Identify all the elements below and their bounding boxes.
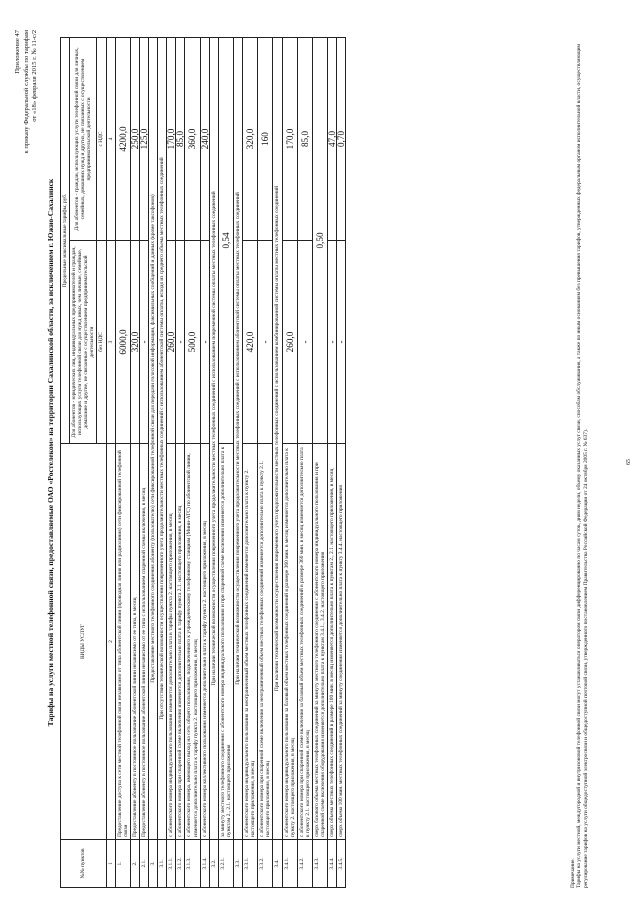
table-row	[200, 37, 209, 887]
tariff-value-legal: 420,0	[243, 241, 258, 444]
section-heading: При наличии технической возможности осуществления повременного учета продолжительности местных телефонных соединений с использованием повременной системы оплаты местных телефонных соединений	[209, 37, 218, 839]
tariff-value-legal: 260,0	[282, 241, 297, 444]
tariff-value-citizens: 360,0	[185, 37, 200, 240]
tariff-value-citizens: 240,0	[200, 37, 209, 240]
row-number: 3.4.5.	[337, 840, 346, 888]
tariff-value-legal: 260,0	[167, 241, 176, 444]
service-description: Предоставление абоненту в постоянное пользование абонентской линии независимо от ее типа с использованием спаренной схемы включения, в месяц	[139, 444, 148, 840]
annex-date-line: от «18» февраля 2015 г. № 11-с/2	[31, 30, 38, 122]
tariff-value-legal: -	[328, 241, 337, 444]
tariff-value-citizens: 0,70	[337, 37, 346, 240]
annex-header	[14, 30, 40, 153]
row-number: 3.2.	[209, 840, 218, 888]
section-heading: Предоставление местного телефонного соединения абоненту (пользователю) сети фиксированной телефонной связи для передачи голосовой информации, факсимильных сообщений и данных (кроме таксофонов)	[149, 37, 158, 839]
tariff-value-citizens: 320,0	[243, 37, 258, 240]
row-number: 3.4.	[273, 840, 282, 888]
column-header-num: №№ пунктов	[61, 840, 107, 888]
table-row	[312, 37, 327, 887]
service-description: сверх объема 100 мин. местных телефонных соединений за минуту соединения изменяется дополнительно плата к пункту 3.4.4. настоящего приложения	[337, 444, 346, 840]
section-heading: При наличии технической возможности осуществления повременного учета продолжительности местных телефонных соединений с использованием абонентской системы оплаты местных телефонных соединений	[233, 37, 242, 839]
column-header-service: ВИДЫ УСЛУГ	[61, 444, 107, 840]
footnote	[570, 28, 589, 888]
tariff-value-citizens: 47,0	[328, 37, 337, 240]
service-description: с абонентского номера при спаренной схеме включения изменяется дополнительно плата к тарифу пункта 2.1. настоящего приложения, в месяц	[176, 444, 185, 840]
tariff-value-citizens: 170,0	[282, 37, 297, 240]
tariff-value-citizens: 85,0	[176, 37, 185, 240]
table-row	[158, 37, 167, 887]
row-number: 3.3.1.	[243, 840, 258, 888]
service-description: Предоставление доступа к сети местной телефонной связи независимо от типа абонентской линии (проводная линия или радиолиния) сети фиксированной телефонной связи	[115, 444, 130, 840]
table-row	[337, 37, 346, 887]
table-row	[149, 37, 158, 887]
table-row	[115, 37, 130, 887]
service-description: сверх базового объема местных телефонных соединений за минуту местного телефонного соединения с абонентского номера индивидуального пользования и при спаренной схеме включения оборудования изменяется дополнительно плата к пунктам 3.4.1., 3.4.2. настоящего приложения	[312, 444, 327, 840]
row-number: 3.2.1.	[218, 840, 233, 888]
tariff-value-legal: -	[258, 241, 273, 444]
row-number: 3.4.4.	[328, 840, 337, 888]
service-description: с абонентского номера при спаренной схеме включения за неограниченный объем местных телефонных соединений изменяется дополнительно плата к пункту 2.1. настоящего приложения, в месяц	[258, 444, 273, 840]
table-row	[328, 37, 337, 887]
row-number: 3.1.2.	[176, 840, 185, 888]
table-row	[167, 37, 176, 887]
column-index-2: 2	[106, 444, 115, 840]
column-header-legal-entities: Для абонентов - юридических лиц, индивидуальных предпринимателей и граждан, использующих услуги телефонной связи для нужд иных, чем личные, семейные, домашние и другие, не связанные с осуществлением предпринимательской деятельности	[70, 241, 97, 444]
tariff-value-citizens: 85,0	[297, 37, 312, 240]
table-row	[282, 37, 297, 887]
tariff-table-body	[115, 37, 346, 887]
footnote-label: Примечание.	[570, 858, 576, 888]
table-row	[258, 37, 273, 887]
section-heading: При наличии технической возможности осуществления повременного учета продолжительности местных телефонных соединений с использованием комбинированной системы оплаты местных телефонных соединений	[273, 37, 282, 839]
row-number: 2.1.	[139, 840, 148, 888]
table-row	[176, 37, 185, 887]
table-row	[297, 37, 312, 887]
tariff-value-legal: 6000,0	[115, 241, 130, 444]
annex-order-line: к приказу Федеральной службы по тарифам	[22, 30, 30, 154]
table-row	[130, 37, 139, 887]
row-number: 3.3.	[233, 840, 242, 888]
row-number: 3.4.3.	[312, 840, 327, 888]
service-description: с абонентского номера при спаренной схеме включения за базовый объем местных телефонных соединений в размере 360 мин. в месяц изменяется дополнительно плата к пункту 2.1. настоящего приложения, в месяц	[297, 444, 312, 840]
tariff-value-legal: -	[297, 241, 312, 444]
service-description: Предоставление абоненту в постоянное пользование абонентской линии независимо от ее типа, в месяц	[130, 444, 139, 840]
table-row	[233, 37, 242, 887]
column-header-tariffs: Предельные максимальные тарифы, руб.	[61, 37, 70, 443]
tariff-value-shared: 0,54	[218, 37, 233, 443]
row-number: 1.	[115, 840, 130, 888]
tariff-value-citizens: 160	[258, 37, 273, 240]
table-row	[139, 37, 148, 887]
tariff-value-citizens: 250,0	[130, 37, 139, 240]
column-header-vat-excluded: без НДС	[97, 241, 106, 444]
table-row	[185, 37, 200, 887]
column-index-3: 3	[106, 241, 115, 444]
service-description: за минуту местного телефонного соединения с абонентского номера индивидуального пользования и при спаренной схеме включения изменяется дополнительно плата к пунктам 2., 2.1. настоящего приложения	[218, 444, 233, 840]
service-description: с абонентского номера индивидуального пользования за неограниченный объем местных телефонных соединений изменяется дополнительно плата к пункту 2. настоящего приложения, в месяц	[243, 444, 258, 840]
service-description: с абонентского номера индивидуального пользования изменяется дополнительно плата в тарифы пункта 2. настоящего приложения, в месяц	[167, 444, 176, 840]
tariff-value-legal: -	[337, 241, 346, 444]
row-number: 2.	[130, 840, 139, 888]
service-description: с абонентского номера индивидуального пользования за базовый объем местных телефонных соединений в размере 360 мин. в месяц изменяется дополнительно плата к пункту 2. настоящего приложения, в месяц	[282, 444, 297, 840]
row-number: 3.1.1.	[167, 840, 176, 888]
tariff-table	[60, 37, 346, 888]
row-number: 3.1.3.	[185, 840, 200, 888]
tariff-value-legal: -	[139, 241, 148, 444]
service-description: с абонентского номера коллективного пользования изменяется дополнительно плата к тарифу пункта 2. настоящего приложения, в месяц	[200, 444, 209, 840]
table-row	[273, 37, 282, 887]
tariff-value-citizens: 4200,0	[115, 37, 130, 240]
row-number: 3.4.1.	[282, 840, 297, 888]
row-number: 3.3.2.	[258, 840, 273, 888]
table-row	[209, 37, 218, 887]
column-index-1: 1	[106, 840, 115, 888]
column-index-4: 4	[106, 37, 115, 240]
annex-number: Приложение 47	[14, 30, 21, 74]
row-number: 3.4.2.	[297, 840, 312, 888]
tariff-value-shared: 0,50	[312, 37, 327, 443]
row-number: 3.1.	[158, 840, 167, 888]
tariff-value-citizens: 170,0	[167, 37, 176, 240]
row-number: 3.1.4.	[200, 840, 209, 888]
page-number: 65	[626, 459, 632, 465]
column-header-citizens: Для абонентов - граждан, использующих услуги телефонной связи для личных, семейных, домашних нужд и других, не связанных с осуществлением предпринимательской деятельности	[70, 37, 97, 240]
tariff-value-legal: -	[176, 241, 185, 444]
tariff-value-legal: 320,0	[130, 241, 139, 444]
section-heading: При отсутствии технической возможности осуществления повременного учета продолжительности местных телефонных соединений с использованием абонентской системы оплаты, исходя из среднего объема местных телефонных соединений	[158, 37, 167, 839]
service-description: с абонентского номера, имеющего выход на сеть общего пользования, подключенного к учрежденческому телефонному станциям (Мини-АТС) по абонентской линии, изменяется дополнительно плата к тарифу пункта 2. настоящего приложения, в месяц	[185, 444, 200, 840]
service-description: сверх объема местных телефонных соединений в размере 100 мин. в месяц изменяется дополнительно плата к пунктам 2., 2.1. настоящего приложения, в месяц	[328, 444, 337, 840]
document-title: Тарифы на услуги местной телефонной связи, предоставляемые ОАО «Ростелеком» на территории Сахалинской области, за исключением г. Южно-Сахалинск	[46, 178, 55, 727]
tariff-value-legal: -	[200, 241, 209, 444]
table-row	[218, 37, 233, 887]
footnote-text: Тарифы на услуги местной, междугородной и внутризоновой телефонной связи могут устанавливаться оператором связи дифференцированно по часам суток, дням недели, объему оказанных услуг связи, способам обслуживания, а также по иным основаниям без превышения тарифов, утвержденных федеральным органом исполнительной власти, осуществляющим регулирование тарифов на услуги общедоступной электросвязи и общедоступной почтовой связи, утвержденного постановлением Правительства Российской Федерации от 24 октября 2005 г. № 637).	[576, 44, 589, 888]
table-row	[243, 37, 258, 887]
tariff-value-legal: 500,0	[185, 241, 200, 444]
row-number: 3.	[149, 840, 158, 888]
column-header-vat-included: с НДС	[97, 37, 106, 240]
tariff-value-citizens: 125,0	[139, 37, 148, 240]
